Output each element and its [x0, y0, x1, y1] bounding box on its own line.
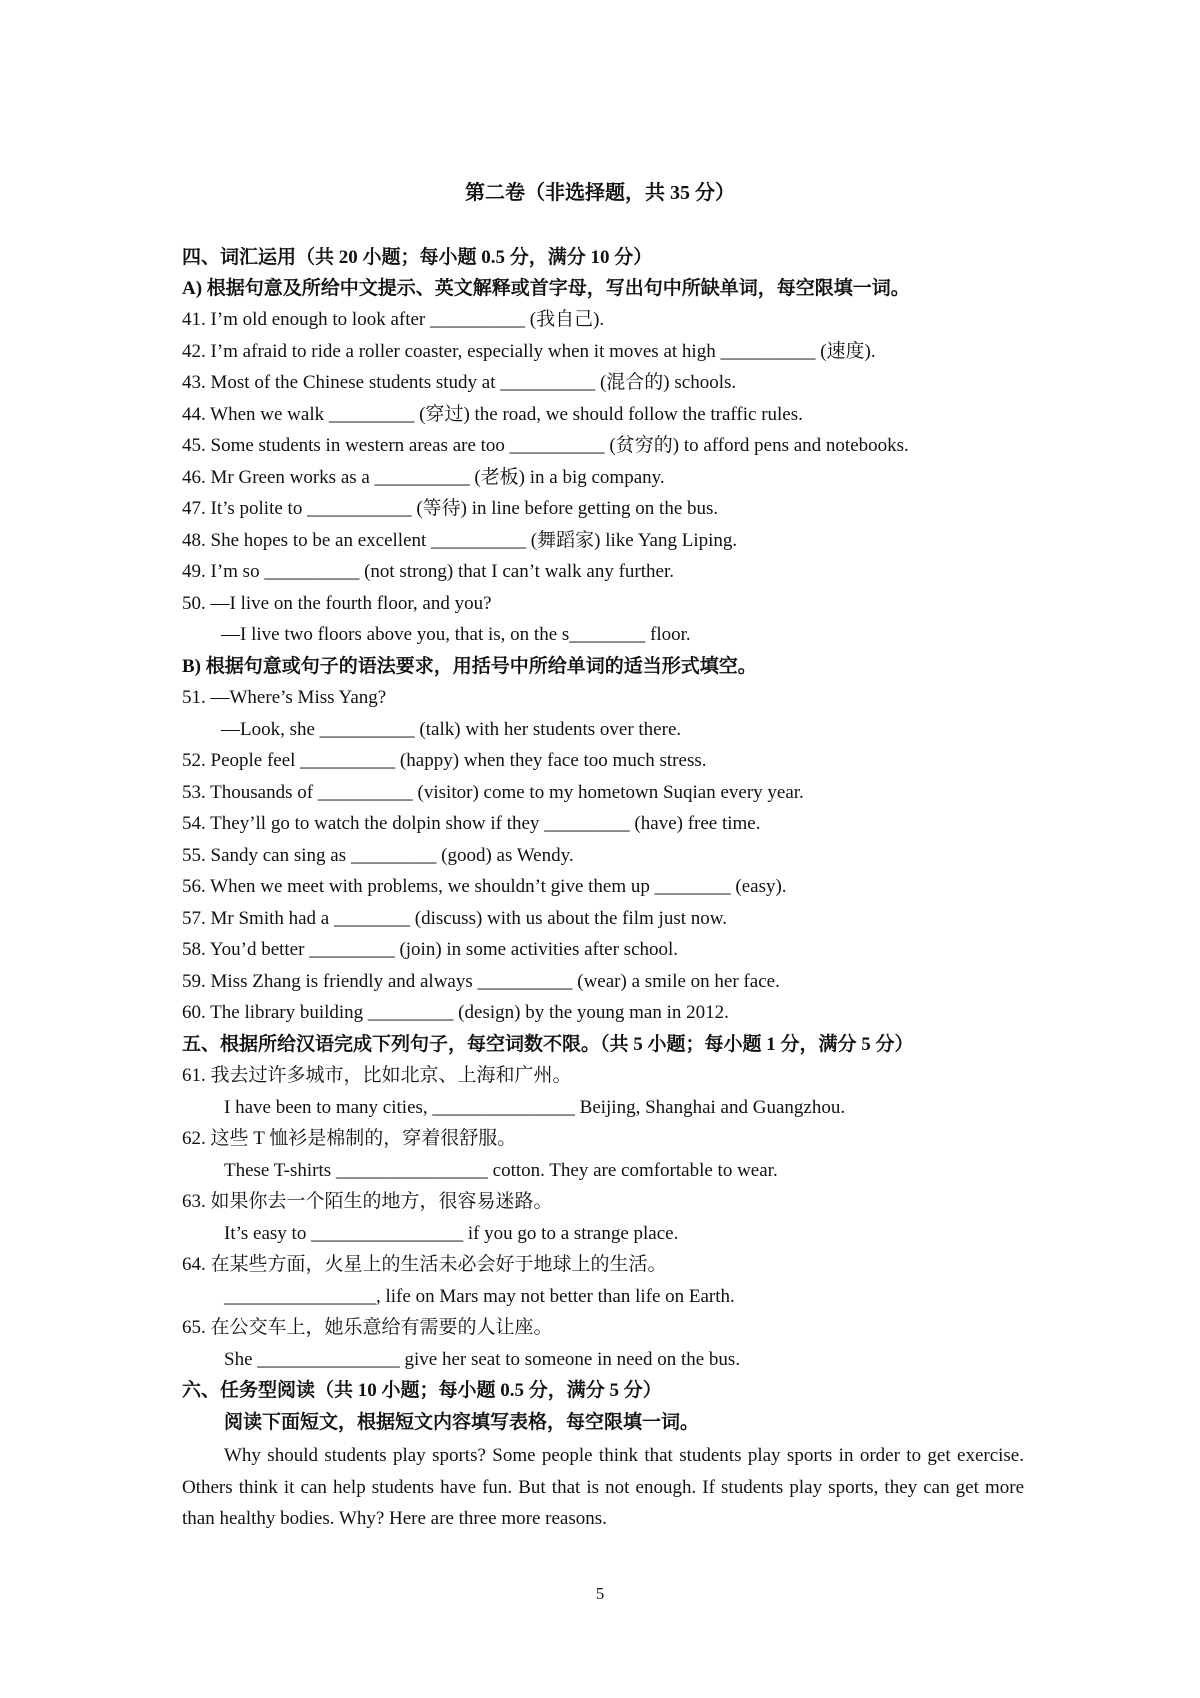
question-65-english: She _______________ give her seat to someone in need on the bus. [224, 1349, 741, 1370]
question-51: 51. —Where’s Miss Yang? [182, 687, 387, 708]
section4-part-a-instruction: A) 根据句意及所给中文提示、英文解释或首字母，写出句中所缺单词，每空限填一词。 [182, 278, 910, 299]
question-57: 57. Mr Smith had a ________ (discuss) with us about the film just now. [182, 908, 727, 929]
section4-part-b-instruction: B) 根据句意或句子的语法要求，用括号中所给单词的适当形式填空。 [182, 656, 757, 677]
question-62-english: These T-shirts ________________ cotton. They are comfortable to wear. [224, 1160, 778, 1181]
question-63-english: It’s easy to ________________ if you go to a strange place. [224, 1223, 679, 1244]
question-62-chinese: 62. 这些 T 恤衫是棉制的，穿着很舒服。 [182, 1128, 517, 1149]
question-47: 47. It’s polite to ___________ (等待) in line before getting on the bus. [182, 498, 719, 519]
section5-heading: 五、根据所给汉语完成下列句子，每空词数不限。（共 5 小题；每小题 1 分，满分 5 分） [182, 1034, 914, 1055]
question-48: 48. She hopes to be an excellent __________ (舞蹈家) like Yang Liping. [182, 530, 738, 551]
reading-passage: Why should students play sports? Some people think that students play sports in order to get exercise. Others think it can help students have fun. But that is not enough. If students play sports, they can get more than healthy bodies. Why? Here are three more reasons. [182, 1445, 1024, 1530]
question-46: 46. Mr Green works as a __________ (老板) in a big company. [182, 467, 665, 488]
question-51-reply: —Look, she __________ (talk) with her students over there. [221, 719, 682, 740]
question-50: 50. —I live on the fourth floor, and you? [182, 593, 492, 614]
section4-heading: 四、词汇运用（共 20 小题；每小题 0.5 分，满分 10 分） [182, 247, 653, 268]
question-64-chinese: 64. 在某些方面，火星上的生活未必会好于地球上的生活。 [182, 1254, 667, 1275]
question-52: 52. People feel __________ (happy) when they face too much stress. [182, 750, 707, 771]
section6-instruction: 阅读下面短文，根据短文内容填写表格，每空限填一词。 [224, 1412, 700, 1433]
question-58: 58. You’d better _________ (join) in some activities after school. [182, 939, 679, 960]
section6-heading: 六、任务型阅读（共 10 小题；每小题 0.5 分，满分 5 分） [182, 1380, 662, 1401]
question-42: 42. I’m afraid to ride a roller coaster, especially when it moves at high __________ (速度). [182, 341, 876, 362]
question-59: 59. Miss Zhang is friendly and always __________ (wear) a smile on her face. [182, 971, 780, 992]
question-60: 60. The library building _________ (design) by the young man in 2012. [182, 1002, 729, 1023]
question-63-chinese: 63. 如果你去一个陌生的地方，很容易迷路。 [182, 1191, 553, 1212]
page-number: 5 [595, 1584, 605, 1603]
question-43: 43. Most of the Chinese students study at __________ (混合的) schools. [182, 372, 737, 393]
question-55: 55. Sandy can sing as _________ (good) as Wendy. [182, 845, 574, 866]
question-49: 49. I’m so __________ (not strong) that I can’t walk any further. [182, 561, 674, 582]
question-61-english: I have been to many cities, _______________ Beijing, Shanghai and Guangzhou. [224, 1097, 846, 1118]
paper-part-title: 第二卷（非选择题，共 35 分） [465, 182, 735, 204]
question-54: 54. They’ll go to watch the dolpin show if they _________ (have) free time. [182, 813, 761, 834]
question-64-english: ________________, life on Mars may not better than life on Earth. [224, 1286, 735, 1307]
question-44: 44. When we walk _________ (穿过) the road, we should follow the traffic rules. [182, 404, 803, 425]
question-53: 53. Thousands of __________ (visitor) come to my hometown Suqian every year. [182, 782, 804, 803]
question-56: 56. When we meet with problems, we shouldn’t give them up ________ (easy). [182, 876, 787, 897]
question-61-chinese: 61. 我去过许多城市，比如北京、上海和广州。 [182, 1065, 572, 1086]
question-65-chinese: 65. 在公交车上，她乐意给有需要的人让座。 [182, 1317, 553, 1338]
question-45: 45. Some students in western areas are too __________ (贫穷的) to afford pens and notebooks. [182, 435, 909, 456]
question-50-reply: —I live two floors above you, that is, on the s________ floor. [221, 624, 691, 645]
question-41: 41. I’m old enough to look after __________ (我自己). [182, 309, 605, 330]
